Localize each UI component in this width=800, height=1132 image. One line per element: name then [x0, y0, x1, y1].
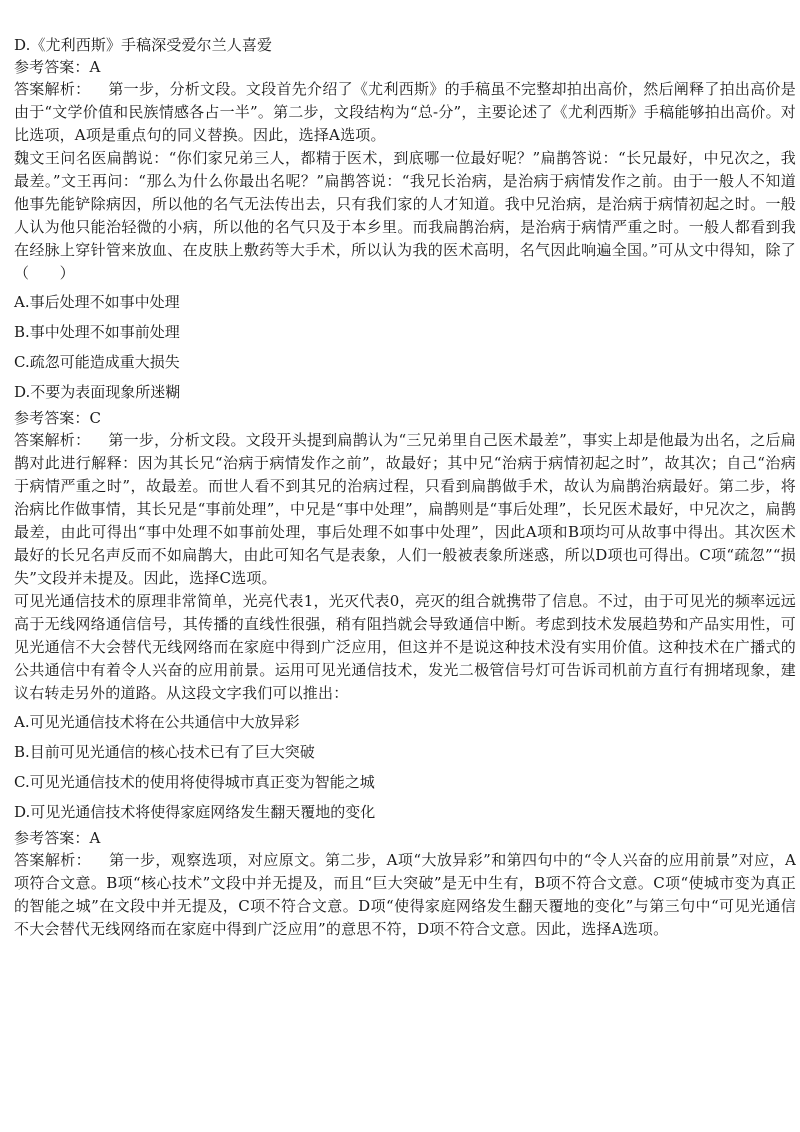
- q1-option-d: D.《尤利西斯》手稿深受爱尔兰人喜爱: [14, 36, 273, 54]
- q2-option-c: C.疏忽可能造成重大损失: [14, 353, 180, 371]
- q2-option-b: B.事中处理不如事前处理: [14, 323, 180, 341]
- q3-option-d: D.可见光通信技术将使得家庭网络发生翻天覆地的变化: [14, 803, 376, 821]
- q3-explain-label: 答案解析：: [14, 851, 92, 869]
- q3-explain-text: 第一步，观察选项，对应原文。第二步，A项“大放异彩”和第四句中的“令人兴奋的应用前景”对应，A项符合文意。B项“核心技术”文段中并无提及，而且“巨大突破”是无中生有，B项不符合文意。C项“使城市变为真正的智能之城”在文段中并无提及，C项不符合文意。D项“使得家庭网络发生翻天覆地的变化”与第三句中“可见光通信不大会替代无线网络而在家庭中得到广泛应用”的意思不符，D项不符合文意。因此，选择A选项。: [14, 851, 796, 938]
- q3-answer: 参考答案：A: [14, 829, 101, 847]
- q1-explain-label: 答案解析：: [14, 80, 91, 98]
- q2-answer: 参考答案：C: [14, 409, 102, 427]
- q3-option-a: A.可见光通信技术将在公共通信中大放异彩: [14, 713, 300, 731]
- q2-option-a: A.事后处理不如事中处理: [14, 293, 180, 311]
- q2-explain-label: 答案解析：: [14, 431, 91, 449]
- document-page: [14, 34, 796, 941]
- q3-option-b: B.目前可见光通信的核心技术已有了巨大突破: [14, 743, 315, 761]
- q3-stem: 可见光通信技术的原理非常简单，光亮代表1，光灭代表0，亮灭的组合就携带了信息。不过，由于可见光的频率远远高于无线网络通信信号，其传播的直线性很强，稍有阻挡就会导致通信中断。考虑到技术发展趋势和产品实用性，可见光通信不大会替代无线网络而在家庭中得到广泛应用，但这并不是说这种技术没有实用价值。这种技术在广播式的公共通信中有着令人兴奋的应用前景。运用可见光通信技术，发光二极管信号灯可告诉司机前方直行有拥堵现象，建议右转走另外的道路。从这段文字我们可以推出：: [14, 592, 796, 702]
- q3-explanation: [14, 849, 796, 941]
- q3-option-c: C.可见光通信技术的使用将使得城市真正变为智能之城: [14, 773, 375, 791]
- q2-explanation: [14, 429, 796, 590]
- q1-answer: 参考答案：A: [14, 58, 101, 76]
- q2-stem: 魏文王问名医扁鹊说：“你们家兄弟三人，都精于医术，到底哪一位最好呢？”扁鹊答说：“长兄最好，中兄次之，我最差。”文王再问：“那么为什么你最出名呢？”扁鹊答说：“我兄长治病，是治病于病情发作之前。由于一般人不知道他事先能铲除病因，所以他的名气无法传出去，只有我们家的人才知道。我中兄治病，是治病于病情初起之时。一般人认为他只能治轻微的小病，所以他的名气只及于本乡里。而我扁鹊治病，是治病于病情严重之时。一般人都看到我在经脉上穿针管来放血、在皮肤上敷药等大手术，所以认为我的医术高明，名气因此响遍全国。”可从文中得知，除了（ ）: [14, 149, 796, 282]
- q1-explanation: [14, 78, 796, 147]
- q2-explain-text: 第一步，分析文段。文段开头提到扁鹊认为“三兄弟里自己医术最差”，事实上却是他最为出名，之后扁鹊对此进行解释：因为其长兄“治病于病情发作之前”，故最好；其中兄“治病于病情初起之时”，故其次；自己“治病于病情严重之时”，故最差。而世人看不到其兄的治病过程，只看到扁鹊做手术，故认为扁鹊治病最好。第二步，将治病比作做事情，其长兄是“事前处理”，中兄是“事中处理”，扁鹊则是“事后处理”，长兄医术最好，中兄次之，扁鹊最差，由此可得出“事中处理不如事前处理，事后处理不如事中处理”，因此A项和B项均可从故事中得出。其次医术最好的长兄名声反而不如扁鹊大，由此可知名气是表象，人们一般被表象所迷惑，所以D项也可得出。C项“疏忽”“损失”文段并未提及。因此，选择C选项。: [14, 431, 796, 587]
- q1-explain-text: 第一步，分析文段。文段首先介绍了《尤利西斯》的手稿虽不完整却拍出高价，然后阐释了拍出高价是由于“文学价值和民族情感各占一半”。第二步，文段结构为“总-分”，主要论述了《尤利西斯》手稿能够拍出高价。对比选项，A项是重点句的同义替换。因此，选择A选项。: [14, 80, 796, 144]
- q2-option-d: D.不要为表面现象所迷糊: [14, 383, 181, 401]
